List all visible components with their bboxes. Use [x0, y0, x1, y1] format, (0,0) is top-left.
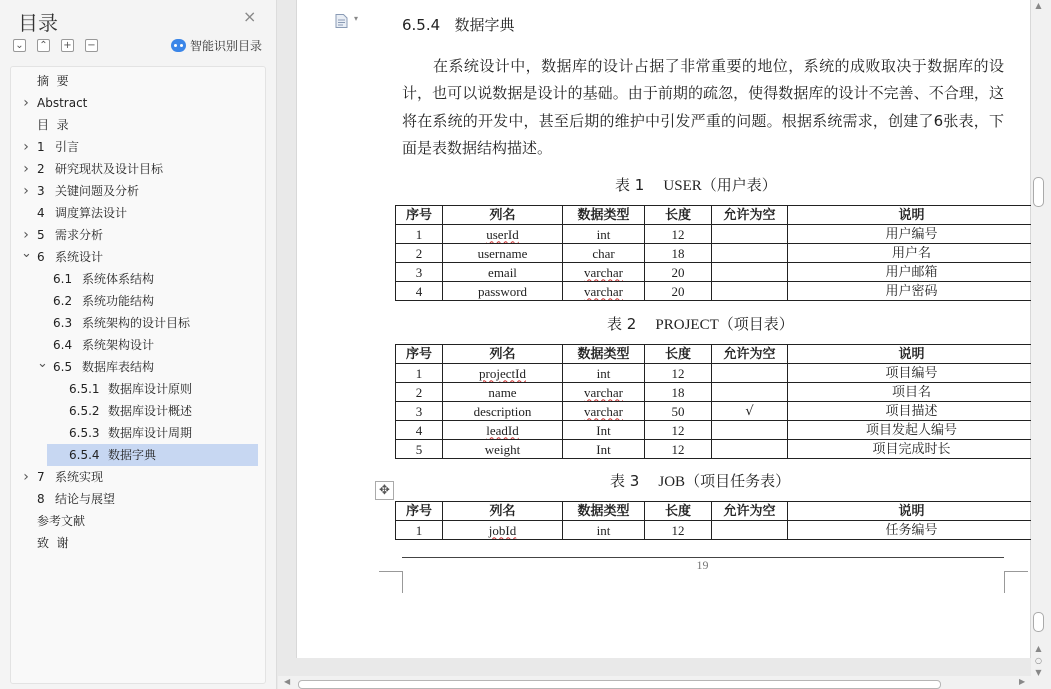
table-cell: username	[477, 245, 528, 261]
chevron-right-icon[interactable]: ›	[23, 469, 29, 485]
chevron-right-icon[interactable]: ›	[23, 227, 29, 243]
column-header: 长度	[645, 206, 712, 225]
outline-item[interactable]	[11, 92, 265, 114]
outline-item-number: 8	[37, 492, 45, 506]
table-cell: 12	[671, 422, 685, 438]
table-cell: 12	[671, 441, 685, 457]
outline-panel	[0, 0, 277, 689]
column-header: 序号	[396, 502, 443, 521]
table-cell: varchar	[584, 283, 623, 299]
chevron-right-icon[interactable]: ›	[23, 183, 29, 199]
column-header: 说明	[788, 206, 1036, 225]
outline-item-label: 系统设计	[55, 250, 104, 264]
column-header: 数据类型	[563, 502, 645, 521]
table-cell: 2	[415, 384, 423, 400]
outline-item-number: 5	[37, 228, 45, 242]
table-row[interactable]	[396, 421, 1036, 440]
table-move-handle-icon[interactable]: ✥	[375, 481, 394, 500]
outline-item[interactable]	[11, 114, 265, 136]
outline-item[interactable]	[11, 312, 265, 334]
outline-item-number: 6.3	[53, 316, 73, 330]
outline-tree	[10, 66, 266, 684]
outline-item[interactable]	[11, 356, 265, 378]
table-caption	[610, 470, 790, 491]
vertical-scroll-thumb[interactable]	[1033, 177, 1044, 207]
outline-item-label: 调度算法设计	[55, 206, 128, 220]
table-caption-name: USER	[663, 178, 702, 194]
next-page-icon[interactable]: ▼	[1035, 668, 1042, 677]
outline-item[interactable]	[11, 224, 265, 246]
table-cell: 18	[671, 245, 685, 261]
table-row[interactable]	[396, 225, 1036, 244]
page-number: 19	[696, 558, 709, 572]
table-cell: projectId	[479, 365, 526, 381]
outline-item[interactable]	[11, 532, 265, 554]
outline-item-label: 数据字典	[108, 448, 157, 462]
column-header: 允许为空	[712, 502, 788, 521]
table-cell: description	[473, 403, 532, 419]
column-header: 数据类型	[563, 345, 645, 364]
outline-item[interactable]	[11, 422, 265, 444]
close-icon[interactable]: ×	[243, 7, 257, 26]
smart-robot-icon	[171, 39, 186, 52]
column-header: 数据类型	[563, 206, 645, 225]
outline-item-number: 1	[37, 140, 45, 154]
table-row[interactable]	[396, 402, 1036, 421]
table-cell: 50	[671, 403, 685, 419]
outline-item[interactable]	[11, 400, 265, 422]
outline-item-label: 目 录	[37, 118, 69, 132]
table-cell: 1	[415, 226, 423, 242]
table-caption-name: JOB	[658, 474, 686, 490]
expand-all-button[interactable]: ⌃	[37, 39, 50, 52]
table-cell: 项目描述	[885, 403, 938, 419]
table-cell: 5	[415, 441, 423, 457]
add-heading-button[interactable]: +	[61, 39, 74, 52]
outline-item-label: 数据库设计周期	[108, 426, 193, 440]
smart-toc-label: 智能识别目录	[190, 39, 263, 53]
table-caption-prefix: 表 3	[610, 472, 640, 490]
table-cell: 项目名	[891, 384, 931, 400]
table-caption-note: （项目任务表）	[685, 472, 791, 490]
document-icon[interactable]	[335, 14, 348, 28]
table-caption	[607, 313, 794, 334]
table-row[interactable]	[396, 521, 1036, 540]
chevron-down-icon[interactable]: ⌄	[37, 356, 48, 371]
outline-item-number: 6.5.2	[69, 404, 100, 418]
smart-toc-button[interactable]	[171, 37, 262, 54]
outline-item[interactable]	[11, 180, 265, 202]
table-caption-prefix: 表 1	[615, 176, 645, 194]
table-cell: userId	[486, 226, 519, 242]
table-row[interactable]	[396, 282, 1036, 301]
table-cell: 12	[671, 365, 685, 381]
outline-item[interactable]	[11, 246, 265, 268]
outline-item-label: 系统功能结构	[82, 294, 155, 308]
table-header-row	[396, 345, 1036, 364]
outline-item-number: 2	[37, 162, 45, 176]
table-cell: varchar	[584, 403, 623, 419]
table-cell: 项目发起人编号	[865, 422, 957, 438]
data-table	[395, 501, 1036, 540]
table-cell: 1	[415, 522, 423, 538]
outline-item-label: 系统架构设计	[82, 338, 155, 352]
table-cell: int	[596, 522, 611, 538]
table-caption-prefix: 表 2	[607, 315, 637, 333]
table-cell: varchar	[584, 384, 623, 400]
table-row[interactable]	[396, 263, 1036, 282]
table-cell: Int	[596, 441, 611, 457]
column-header: 说明	[788, 345, 1036, 364]
outline-title: 目录	[18, 11, 58, 35]
horizontal-scroll-thumb[interactable]	[298, 680, 941, 689]
table-cell: 用户名	[891, 245, 931, 261]
table-cell: 3	[415, 403, 423, 419]
table-cell: √	[745, 403, 754, 419]
chevron-down-icon[interactable]: ▾	[354, 14, 359, 23]
table-cell: name	[488, 384, 517, 400]
outline-item[interactable]	[11, 268, 265, 290]
table-cell: 3	[415, 264, 423, 280]
table-caption-note: （项目表）	[718, 315, 794, 333]
outline-item[interactable]	[11, 466, 265, 488]
outline-item-label: 致 谢	[37, 536, 69, 550]
table-cell: 20	[671, 283, 685, 299]
outline-item[interactable]	[11, 334, 265, 356]
scroll-left-icon[interactable]: ◀	[284, 677, 291, 686]
outline-item[interactable]	[11, 202, 265, 224]
table-header-row	[396, 206, 1036, 225]
table-cell: 用户邮箱	[885, 264, 938, 280]
chevron-right-icon[interactable]: ›	[23, 161, 29, 177]
outline-item-label: 系统实现	[55, 470, 104, 484]
remove-heading-button[interactable]: −	[85, 39, 98, 52]
table-cell: 4	[415, 283, 423, 299]
table-caption-note: （用户表）	[701, 176, 777, 194]
scroll-up-icon[interactable]: ▲	[1035, 1, 1042, 10]
table-cell: int	[596, 365, 611, 381]
table-cell: 12	[671, 226, 685, 242]
table-cell: 用户密码	[885, 283, 938, 299]
column-header: 序号	[396, 345, 443, 364]
table-cell: email	[488, 264, 517, 280]
section-heading: 6.5.4 数据字典	[402, 16, 515, 34]
outline-item[interactable]	[11, 488, 265, 510]
table-row[interactable]	[396, 244, 1036, 263]
outline-item-number: 6.5.3	[69, 426, 100, 440]
outline-item-label: 数据库设计概述	[108, 404, 193, 418]
column-header: 长度	[645, 502, 712, 521]
outline-item-label: 结论与展望	[55, 492, 116, 506]
data-table	[395, 205, 1036, 301]
outline-item-label: 摘 要	[37, 74, 69, 88]
column-header: 允许为空	[712, 345, 788, 364]
chevron-right-icon[interactable]: ›	[23, 95, 29, 111]
page-select-icon[interactable]: ○	[1035, 656, 1042, 665]
table-cell: 1	[415, 365, 423, 381]
table-cell: 2	[415, 245, 423, 261]
outline-item-label: 参考文献	[37, 514, 86, 528]
scroll-right-icon[interactable]: ▶	[1019, 677, 1026, 686]
table-cell: Int	[596, 422, 611, 438]
outline-item-label: 数据库设计原则	[108, 382, 193, 396]
column-header: 允许为空	[712, 206, 788, 225]
column-header: 说明	[788, 502, 1036, 521]
outline-item[interactable]	[11, 136, 265, 158]
outline-item-label: 关键问题及分析	[55, 184, 140, 198]
table-cell: leadId	[486, 422, 519, 438]
outline-item-number: 3	[37, 184, 45, 198]
outline-item-number: 6.4	[53, 338, 73, 352]
outline-item-label: 系统架构的设计目标	[82, 316, 191, 330]
chevron-down-icon[interactable]: ⌄	[21, 246, 32, 261]
table-cell: 4	[415, 422, 423, 438]
outline-item-label: 引言	[55, 140, 80, 154]
table-cell: varchar	[584, 264, 623, 280]
table-cell: int	[596, 226, 611, 242]
outline-item-label: 需求分析	[55, 228, 104, 242]
table-cell: weight	[484, 441, 521, 457]
outline-item-number: 6.5.4	[69, 448, 100, 462]
column-header: 列名	[443, 502, 563, 521]
outline-item-number: 7	[37, 470, 45, 484]
column-header: 列名	[443, 345, 563, 364]
outline-item-number: 4	[37, 206, 45, 220]
data-table	[395, 344, 1036, 459]
outline-item-number: 6.5.1	[69, 382, 100, 396]
outline-item[interactable]	[11, 510, 265, 532]
table-row[interactable]	[396, 364, 1036, 383]
table-cell: password	[477, 283, 528, 299]
chevron-right-icon[interactable]: ›	[23, 139, 29, 155]
table-cell: 任务编号	[885, 522, 938, 538]
table-caption-name: PROJECT	[655, 317, 719, 333]
outline-item-number: 6.2	[53, 294, 73, 308]
table-cell: 18	[671, 384, 685, 400]
table-cell: 用户编号	[885, 226, 938, 242]
vertical-scroll-thumb-secondary[interactable]	[1033, 612, 1044, 632]
column-header: 序号	[396, 206, 443, 225]
table-row[interactable]	[396, 440, 1036, 459]
column-header: 长度	[645, 345, 712, 364]
previous-page-icon[interactable]: ▲	[1035, 644, 1042, 653]
table-cell: char	[592, 245, 615, 261]
collapse-all-button[interactable]: ⌄	[13, 39, 26, 52]
table-header-row	[396, 502, 1036, 521]
body-paragraph: 在系统设计中，数据库的设计占据了非常重要的地位，系统的成败取决于数据库的设计，也可以说数据是设计的基础。由于前期的疏忽，使得数据库的设计不完善、不合理，这将在系统的开发中，甚至后期的维护中引发严重的问题。根据系统需求，创建了6张表，下面是表数据结构描述。	[402, 57, 1004, 157]
outline-item-label: 研究现状及设计目标	[55, 162, 164, 176]
column-header: 列名	[443, 206, 563, 225]
table-cell: 20	[671, 264, 685, 280]
outline-item[interactable]	[11, 70, 265, 92]
outline-item-number: 6.1	[53, 272, 73, 286]
table-cell: 项目完成时长	[872, 441, 951, 457]
table-cell: jobId	[488, 522, 517, 538]
table-row[interactable]	[396, 383, 1036, 402]
outline-item[interactable]	[11, 158, 265, 180]
crop-mark-right	[1004, 571, 1028, 593]
table-cell: 项目编号	[885, 365, 938, 381]
outline-item-label: Abstract	[37, 96, 88, 110]
outline-item[interactable]	[11, 444, 265, 466]
vertical-scrollbar[interactable]	[1031, 0, 1051, 689]
outline-item[interactable]	[11, 290, 265, 312]
table-cell: 12	[671, 522, 685, 538]
table-caption	[615, 174, 777, 195]
crop-mark-left	[379, 571, 403, 593]
outline-item-label: 系统体系结构	[82, 272, 155, 286]
outline-item[interactable]	[11, 378, 265, 400]
outline-item-number: 6.5	[53, 360, 73, 374]
outline-item-number: 6	[37, 250, 45, 264]
outline-item-label: 数据库表结构	[82, 360, 155, 374]
